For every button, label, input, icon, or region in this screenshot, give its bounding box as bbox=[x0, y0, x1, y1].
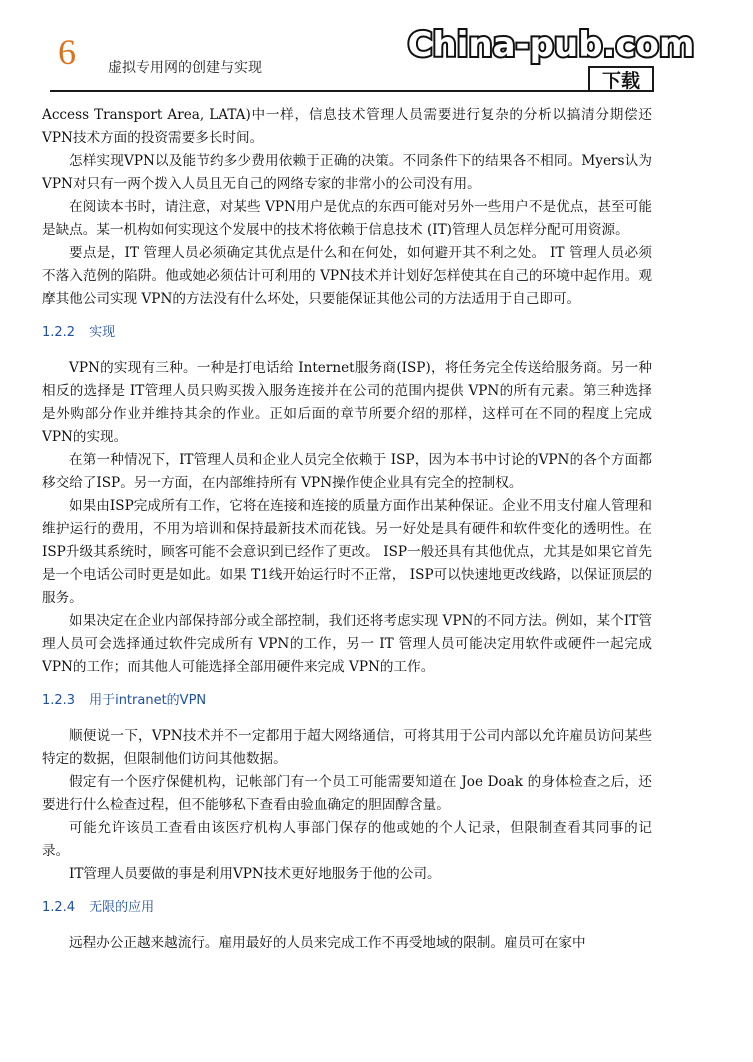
logo-text: China-pub.com bbox=[407, 25, 695, 65]
paragraph: 在阅读本书时，请注意，对某些 VPN用户是优点的东西可能对另外一些用户不是优点，甚至可能是缺点。某一机构如何实现这个发展中的技术将依赖于信息技术 (IT)管理人员怎样分配可用资源。 bbox=[42, 199, 652, 238]
paragraph: 如果决定在企业内部保持部分或全部控制，我们还将考虑实现 VPN的不同方法。例如，某个IT管理人员可会选择通过软件完成所有 VPN的工作，另一 IT 管理人员可能决定用软件或硬件一起完成VPN的工作；而其他人可能选择全部用硬件来完成 VPN的工作。 bbox=[42, 613, 652, 675]
paragraph: IT管理人员要做的事是利用VPN技术更好地服务于他的公司。 bbox=[69, 866, 441, 882]
section-title: 用于intranet的VPN bbox=[89, 693, 207, 708]
paragraph: 顺便说一下，VPN技术并不一定都用于超大网络通信，可将其用于公司内部以允许雇员访问某些特定的数据，但限制他们访问其他数据。 bbox=[42, 728, 652, 767]
section-heading-1-2-2 bbox=[42, 323, 652, 343]
section-number: 1.2.4 bbox=[42, 900, 76, 915]
section-number: 1.2.3 bbox=[42, 693, 76, 708]
paragraph: 远程办公正越来越流行。雇用最好的人员来完成工作不再受地域的限制。雇员可在家中 bbox=[69, 935, 586, 951]
paragraph: VPN的实现有三种。一种是打电话给 Internet服务商(ISP)，将任务完全传送给服务商。另一种相反的选择是 IT管理人员只购买拨入服务连接并在公司的范围内提供 VPN的所有元素。第三种选择是外购部分作业并维持其余的作业。正如后面的章节所要介绍的那样，这样可在不同的程度上完成VPN的实现。 bbox=[42, 360, 652, 445]
section-heading-1-2-3 bbox=[42, 691, 652, 711]
paragraph: 可能允许该员工查看由该医疗机构人事部门保存的他或她的个人记录，但限制查看其同事的记录。 bbox=[42, 820, 652, 859]
paragraph: 假定有一个医疗保健机构，记帐部门有一个员工可能需要知道在 Joe Doak 的身体检查之后，还要进行什么检查过程，但不能够私下查看由验血确定的胆固醇含量。 bbox=[42, 774, 652, 813]
paragraph: 在第一种情况下，IT管理人员和企业人员完全依赖于 ISP，因为本书中讨论的VPN的各个方面都移交给了ISP。另一方面，在内部维持所有 VPN操作使企业具有完全的控制权。 bbox=[42, 452, 652, 491]
document-body bbox=[42, 104, 652, 955]
paragraph: 怎样实现VPN以及能节约多少费用依赖于正确的决策。不同条件下的结果各不相同。Myers认为VPN对只有一两个拨入人员且无自己的网络专家的非常小的公司没有用。 bbox=[42, 153, 652, 192]
section-title: 无限的应用 bbox=[89, 900, 155, 915]
download-badge: 下载 bbox=[588, 66, 654, 92]
paragraph: 要点是，IT 管理人员必须确定其优点是什么和在何处，如何避开其不利之处。 IT 管理人员必须不落入范例的陷阱。他或她必须估计可利用的 VPN技术并计划好怎样使其在自己的环境中起作用。观摩其他公司实现 VPN的方法没有什么坏处，只要能保证其他公司的方法适用于自己即可。 bbox=[42, 245, 652, 307]
page-header bbox=[0, 0, 753, 100]
china-pub-logo bbox=[407, 18, 695, 66]
page-number: 6 bbox=[58, 32, 76, 72]
paragraph: Access Transport Area, LATA)中一样，信息技术管理人员需要进行复杂的分析以搞清分期偿还VPN技术方面的投资需要多长时间。 bbox=[42, 107, 652, 146]
header-rule bbox=[50, 90, 654, 92]
section-number: 1.2.2 bbox=[42, 325, 76, 340]
chapter-title: 虚拟专用网的创建与实现 bbox=[108, 60, 262, 76]
section-title: 实现 bbox=[89, 325, 116, 340]
section-heading-1-2-4 bbox=[42, 898, 652, 918]
paragraph: 如果由ISP完成所有工作，它将在连接和连接的质量方面作出某种保证。企业不用支付雇人管理和维护运行的费用，不用为培训和保持最新技术而花钱。另一好处是具有硬件和软件变化的透明性。在 ISP升级其系统时，顾客可能不会意识到已经作了更改。 ISP一般还具有其他优点，尤其是如果它首先是一个电话公司时更是如此。如果 T1线开始运行时不正常， ISP可以快速地更改线路，以保证顶层的服务。 bbox=[42, 498, 652, 606]
